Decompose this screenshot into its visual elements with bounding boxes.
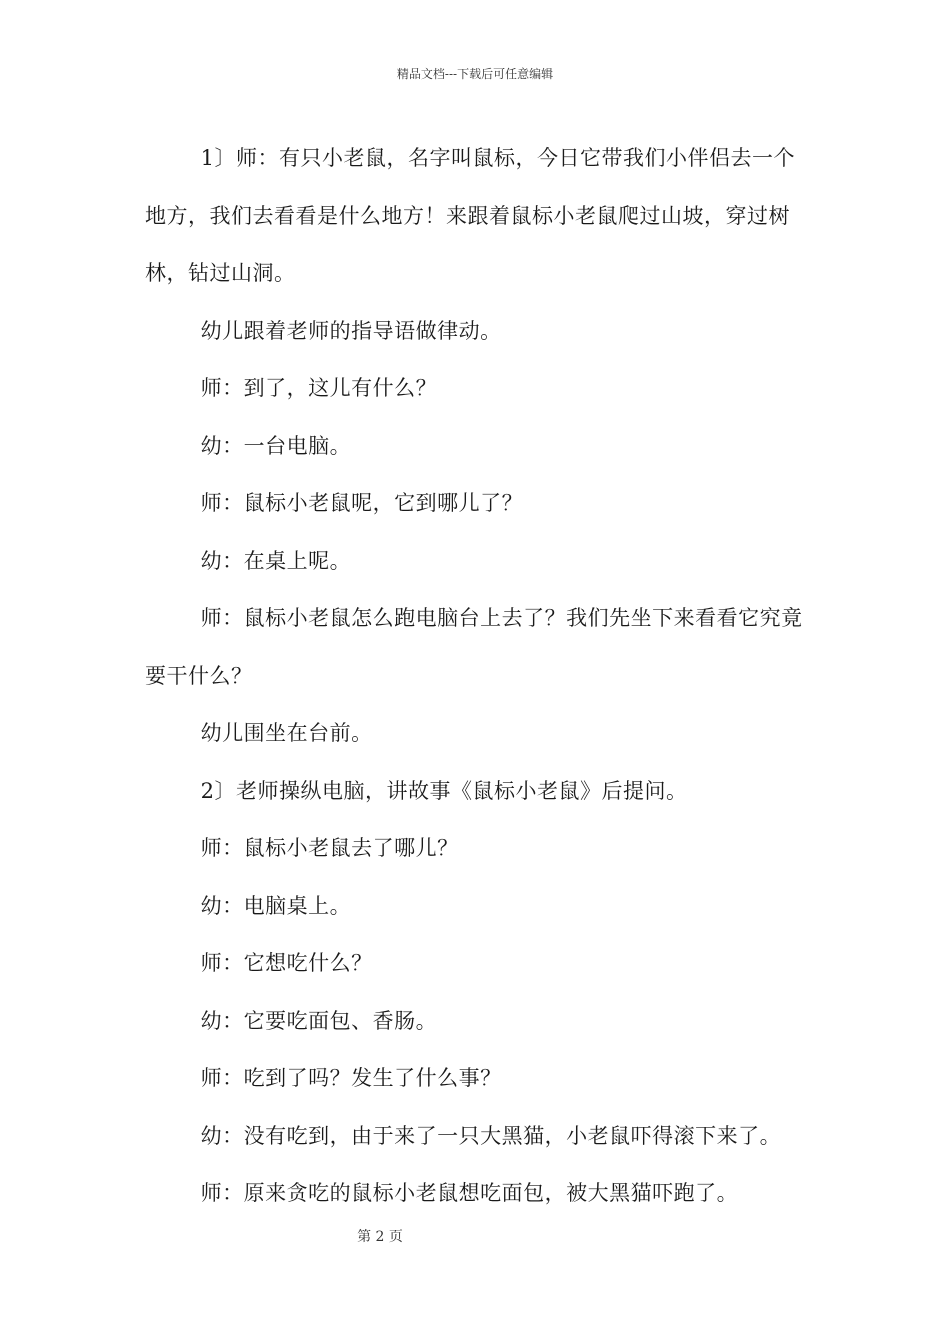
paragraph-3: 师：到了，这儿有什么？ (200, 376, 438, 400)
paragraph-5: 师：鼠标小老鼠呢，它到哪儿了？ (200, 491, 524, 515)
paragraph-13: 幼：它要吃面包、香肠。 (200, 1008, 438, 1033)
paragraph-7: 师：鼠标小老鼠怎么跑电脑台上去了？我们先坐下来看看它究竟要干什么？ (145, 606, 803, 688)
document-body (145, 130, 810, 1223)
paragraph-9: 2〕老师操纵电脑，讲故事《鼠标小老鼠》后提问。 (200, 778, 688, 803)
paragraph-10: 师：鼠标小老鼠去了哪儿？ (200, 836, 459, 860)
paragraph-11: 幼：电脑桌上。 (200, 893, 352, 918)
paragraph-4: 幼：一台电脑。 (200, 433, 352, 458)
paragraph-16: 师：原来贪吃的鼠标小老鼠想吃面包，被大黑猫吓跑了。 (200, 1181, 739, 1205)
page-number: 第 2 页 (357, 1229, 403, 1245)
paragraph-2: 幼儿跟着老师的指导语做律动。 (200, 318, 502, 343)
paragraph-8: 幼儿围坐在台前。 (200, 721, 373, 745)
paragraph-12: 师：它想吃什么？ (200, 951, 373, 975)
paragraph-14: 师：吃到了吗？发生了什么事？ (200, 1066, 502, 1090)
page-header: 精品文档---下载后可任意编辑 (396, 67, 554, 81)
paragraph-15: 幼：没有吃到，由于来了一只大黑猫，小老鼠吓得滚下来了。 (200, 1123, 782, 1148)
paragraph-1: 1〕师：有只小老鼠，名字叫鼠标，今日它带我们小伴侣去一个地方，我们去看看是什么地方！来跟着鼠标小老鼠爬过山坡，穿过树林，钻过山洞。 (145, 146, 795, 285)
paragraph-6: 幼：在桌上呢。 (200, 548, 352, 573)
